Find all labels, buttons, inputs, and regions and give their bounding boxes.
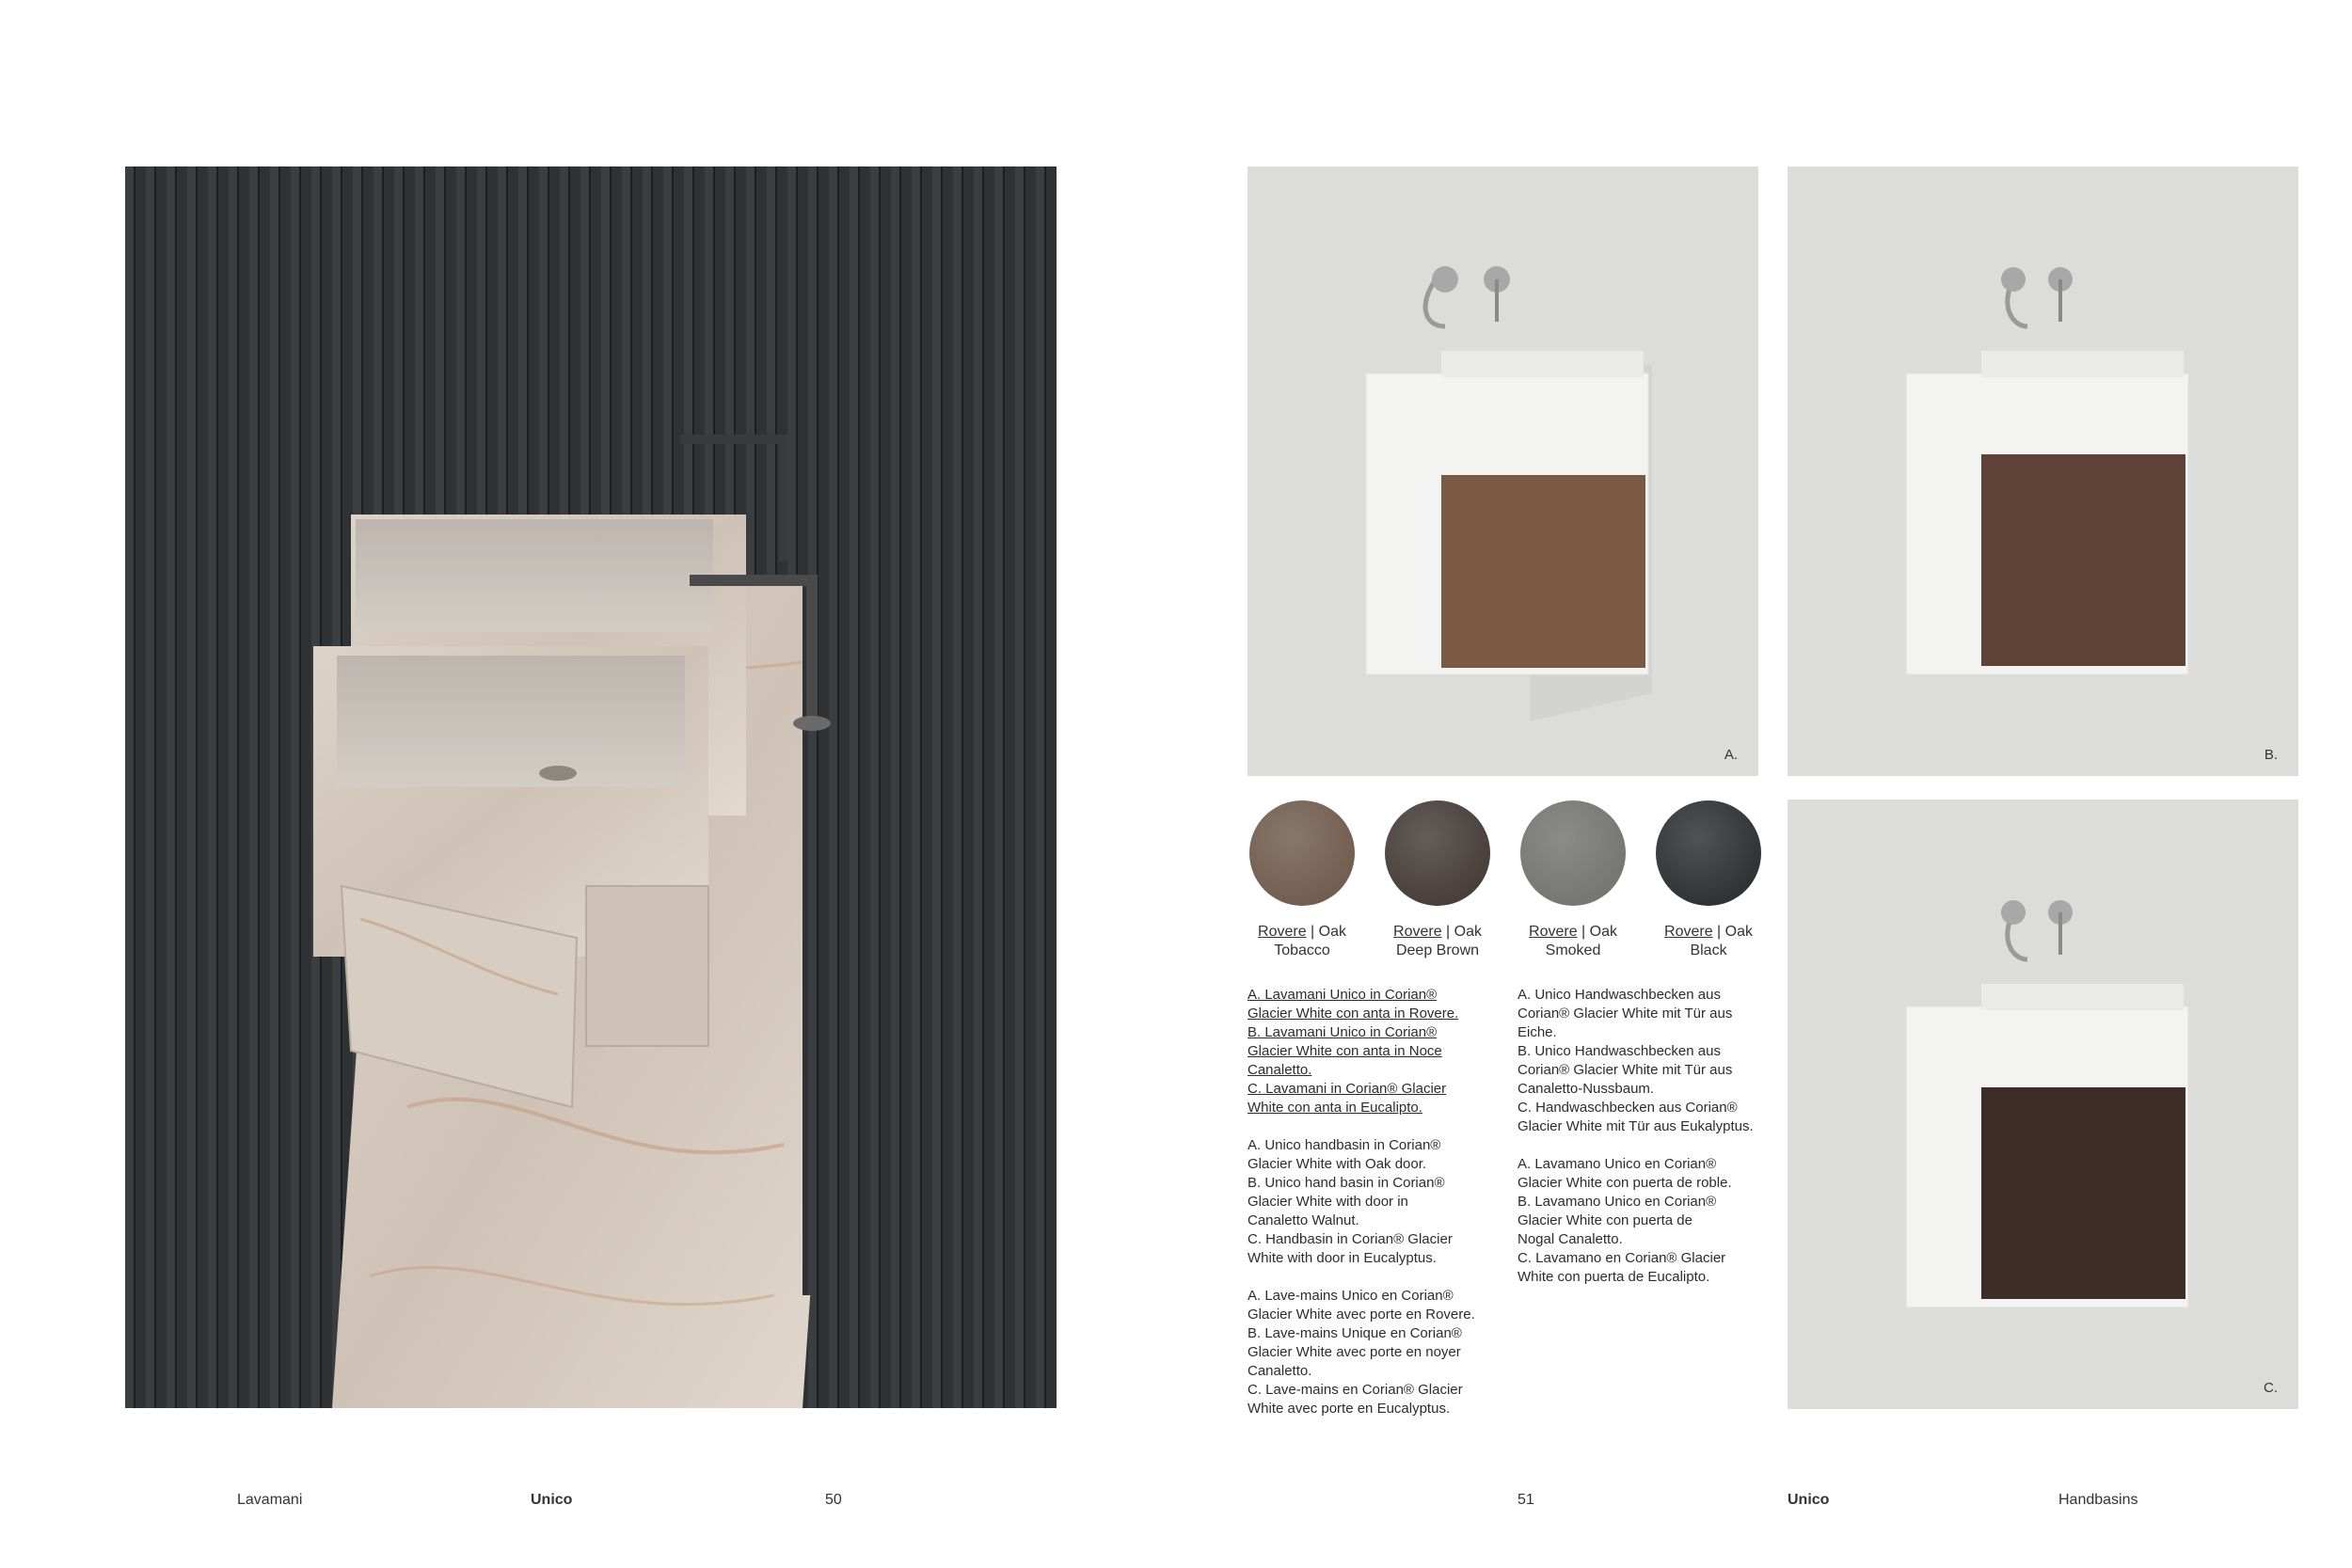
swatch-name-en: Oak xyxy=(1589,924,1617,940)
footer-category-left: Lavamani xyxy=(237,1492,303,1508)
swatch-finish: Smoked xyxy=(1545,942,1601,958)
photo-label-c: C. xyxy=(2264,1380,2278,1396)
door-panel-c xyxy=(1981,1087,2185,1299)
description-column-left xyxy=(1248,986,1511,1437)
swatch-name-it: Rovere xyxy=(1258,924,1307,940)
description-italian: A. Lavamani Unico in Corian® Glacier White con anta in Rovere. B. Lavamani Unico in Corian® Glacier White con anta in Noce Canaletto. C. Lavamani in Corian® Glacier White con anta in Eucalipto. xyxy=(1248,987,1459,1116)
swatch-tobacco xyxy=(1234,800,1370,960)
description-english: A. Unico handbasin in Corian® Glacier White with Oak door. B. Unico hand basin in Corian® Glacier White with door in Canaletto Walnut. C. Handbasin in Corian® Glacier White with door in Eucalyptus. xyxy=(1248,1137,1453,1266)
swatch-finish: Deep Brown xyxy=(1395,942,1480,958)
photo-label-b: B. xyxy=(2264,747,2278,763)
swatch-circle xyxy=(1656,800,1761,906)
swatch-deep-brown xyxy=(1370,800,1505,960)
door-panel-b xyxy=(1981,454,2185,666)
footer-category-right: Handbasins xyxy=(2058,1492,2138,1508)
swatch-name: Rovere | Oak Tobacco xyxy=(1258,924,1346,958)
photo-label-a: A. xyxy=(1724,747,1738,763)
product-photo-c xyxy=(1788,800,2298,1409)
swatch-name-it: Rovere xyxy=(1664,924,1713,940)
swatch-smoked xyxy=(1505,800,1641,960)
swatch-circle xyxy=(1385,800,1490,906)
door-panel-a xyxy=(1441,475,1645,668)
hero-photo-lavamani xyxy=(125,166,1057,1408)
swatch-name: Rovere | Oak Deep Brown xyxy=(1393,924,1482,958)
description-spanish: A. Lavamano Unico en Corian® Glacier White con puerta de roble. B. Lavamano Unico en Corian® Glacier White con puerta de Nogal Canaletto. C. Lavamano en Corian® Glacier White con puerta de Eucalipto. xyxy=(1518,1156,1732,1285)
product-photo-b xyxy=(1788,166,2298,776)
description-german: A. Unico Handwaschbecken aus Corian® Glacier White mit Tür aus Eiche. B. Unico Handwaschbecken aus Corian® Glacier White mit Tür aus Canaletto-Nussbaum. C. Handwaschbecken aus Corian® Glacier White mit Tür aus Eukalyptus. xyxy=(1518,987,1754,1134)
swatch-name-it: Rovere xyxy=(1529,924,1578,940)
swatch-name-it: Rovere xyxy=(1393,924,1442,940)
swatch-name-en: Oak xyxy=(1724,924,1753,940)
footer-series-right: Unico xyxy=(1788,1492,1830,1508)
swatch-name-en: Oak xyxy=(1454,924,1482,940)
swatch-finish: Tobacco xyxy=(1274,942,1330,958)
footer-page-number-right: 51 xyxy=(1518,1492,1534,1508)
swatch-name: Rovere | Oak Smoked xyxy=(1529,924,1617,958)
product-photo-a xyxy=(1248,166,1758,776)
footer-page-number-left: 50 xyxy=(825,1492,842,1508)
swatch-circle xyxy=(1249,800,1355,906)
footer-series-left: Unico xyxy=(531,1492,573,1508)
swatch-black xyxy=(1641,800,1776,960)
swatch-name-en: Oak xyxy=(1318,924,1346,940)
swatch-circle xyxy=(1520,800,1626,906)
description-french: A. Lave-mains Unico en Corian® Glacier White avec porte en Rovere. B. Lave-mains Unique en Corian® Glacier White avec porte en noyer Canaletto. C. Lave-mains en Corian® Glacier White avec porte en Eucalyptus. xyxy=(1248,1288,1475,1417)
description-column-right xyxy=(1518,986,1781,1306)
swatch-finish: Black xyxy=(1690,942,1727,958)
swatch-name: Rovere | Oak Black xyxy=(1664,924,1753,958)
